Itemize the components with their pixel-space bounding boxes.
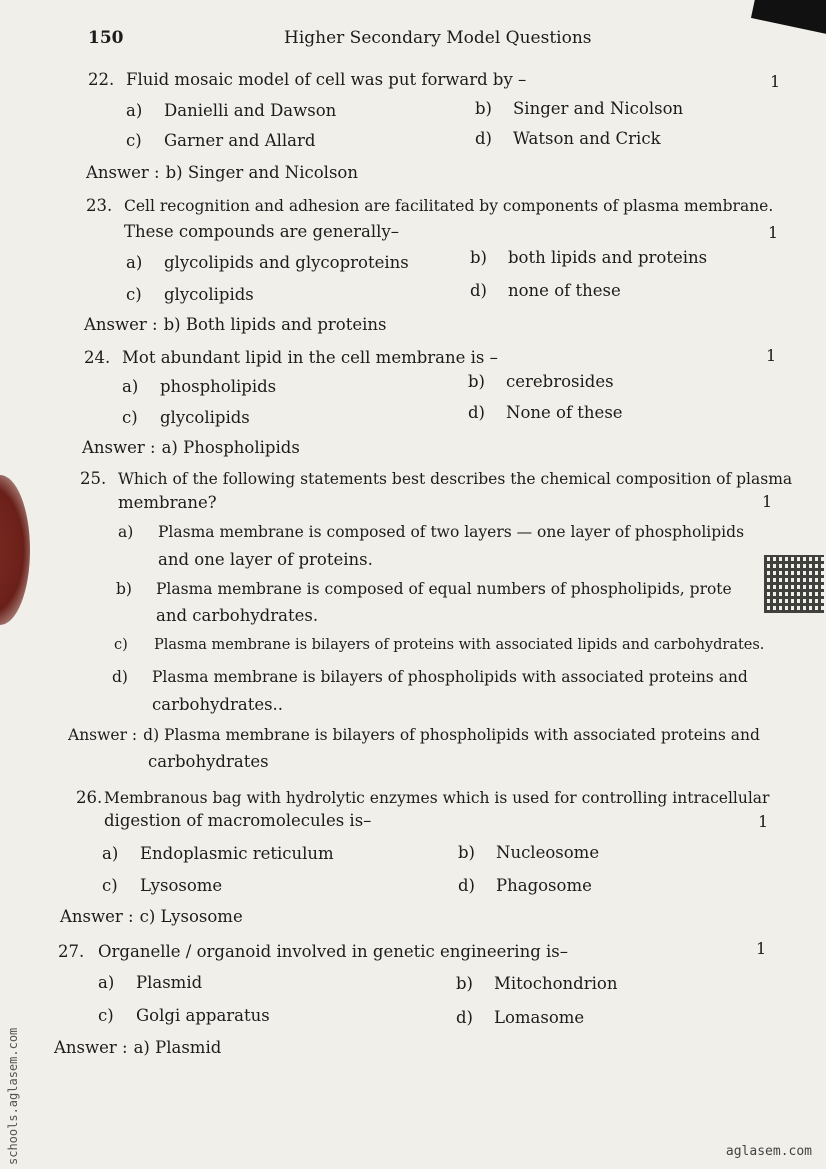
- binding-stain: [0, 475, 30, 625]
- question-text: Which of the following statements best describes the chemical composition of plasma: [118, 470, 793, 488]
- option-d: d) Plasma membrane is bilayers of phospholipids with associated proteins and: [112, 668, 748, 686]
- answer-25: Answer : d) Plasma membrane is bilayers of phospholipids with associated proteins and: [68, 726, 760, 744]
- page-header: [88, 28, 766, 54]
- question-text-line2: digestion of macromolecules is–: [104, 811, 372, 830]
- question-number: 22.: [88, 70, 115, 89]
- question-number: 24.: [84, 348, 111, 367]
- question-text: Membranous bag with hydrolytic enzymes which is used for controlling intracellular: [104, 789, 770, 807]
- qr-code-icon: [764, 555, 824, 613]
- answer-23: Answer : b) Both lipids and proteins: [84, 315, 387, 334]
- option-b: b) Nucleosome: [458, 843, 600, 862]
- option-c: c) Golgi apparatus: [98, 1006, 270, 1025]
- option-c: c) Lysosome: [102, 876, 223, 895]
- question-number: 25.: [80, 469, 107, 488]
- option-a: a) Plasma membrane is composed of two layers — one layer of phospholipids: [118, 523, 745, 541]
- question-text: Fluid mosaic model of cell was put forward by –: [126, 70, 527, 89]
- option-b: b) Singer and Nicolson: [475, 99, 684, 118]
- option-d-line2: carbohydrates..: [152, 695, 284, 714]
- question-text: Mot abundant lipid in the cell membrane is –: [122, 348, 498, 367]
- option-d: d) none of these: [470, 281, 621, 300]
- question-marks: 1: [770, 72, 781, 91]
- question-number: 26.: [76, 788, 103, 807]
- option-b-line2: and carbohydrates.: [156, 606, 319, 625]
- question-number: 27.: [58, 942, 85, 961]
- question-marks: 1: [762, 492, 773, 511]
- option-a: a) glycolipids and glycoproteins: [126, 253, 409, 272]
- question-text-line2: These compounds are generally–: [124, 222, 400, 241]
- option-a: a) Danielli and Dawson: [126, 101, 337, 120]
- answer-25-line2: carbohydrates: [148, 752, 269, 771]
- side-watermark: schools.aglasem.com: [6, 1027, 20, 1165]
- option-d: d) Phagosome: [458, 876, 592, 895]
- option-a: a) phospholipids: [122, 377, 277, 396]
- option-a: a) Endoplasmic reticulum: [102, 844, 334, 863]
- bottom-watermark: aglasem.com: [725, 1144, 812, 1159]
- question-text: Cell recognition and adhesion are facilitated by components of plasma membrane.: [124, 197, 774, 215]
- option-c: c) glycolipids: [122, 408, 250, 427]
- answer-22: Answer : b) Singer and Nicolson: [86, 163, 358, 182]
- option-b: b) Plasma membrane is composed of equal numbers of phospholipids, prote: [116, 580, 732, 598]
- option-b: b) both lipids and proteins: [470, 248, 708, 267]
- answer-26: Answer : c) Lysosome: [60, 907, 243, 926]
- option-b: b) Mitochondrion: [456, 974, 618, 993]
- option-d: d) None of these: [468, 403, 623, 422]
- option-c: c) glycolipids: [126, 285, 254, 304]
- question-marks: 1: [768, 223, 779, 242]
- question-marks: 1: [758, 812, 769, 831]
- option-a: a) Plasmid: [98, 973, 203, 992]
- option-d: d) Watson and Crick: [475, 129, 661, 148]
- question-marks: 1: [766, 346, 777, 365]
- option-a-line2: and one layer of proteins.: [158, 550, 373, 569]
- question-text: Organelle / organoid involved in genetic engineering is–: [98, 942, 569, 961]
- answer-27: Answer : a) Plasmid: [54, 1038, 222, 1057]
- running-title: Higher Secondary Model Questions: [284, 28, 592, 48]
- page-number: 150: [88, 28, 124, 48]
- question-text-line2: membrane?: [118, 493, 217, 512]
- option-c: c) Garner and Allard: [126, 131, 316, 150]
- answer-24: Answer : a) Phospholipids: [82, 438, 300, 457]
- question-marks: 1: [756, 939, 767, 958]
- option-b: b) cerebrosides: [468, 372, 614, 391]
- option-c: c) Plasma membrane is bilayers of proteins with associated lipids and carbohydrates.: [114, 637, 765, 653]
- option-d: d) Lomasome: [456, 1008, 585, 1027]
- question-number: 23.: [86, 196, 113, 215]
